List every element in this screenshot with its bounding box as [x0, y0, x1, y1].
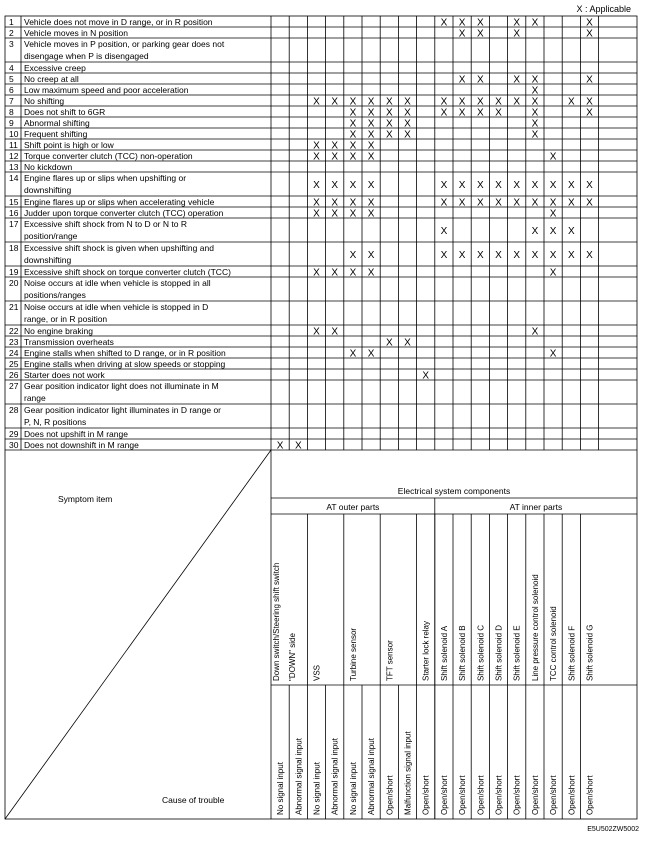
symptom-text: Gear position indicator light does not illuminate in M: [24, 381, 219, 391]
applicable-mark: X: [349, 250, 357, 261]
applicable-mark: X: [513, 250, 521, 261]
corner-diagonal: [5, 450, 271, 819]
applicable-mark: X: [531, 118, 539, 130]
applicable-mark: X: [458, 250, 466, 261]
applicable-mark: X: [531, 107, 539, 119]
symptom-text: Does not shift to 6GR: [24, 107, 106, 117]
symptom-text: downshifting: [24, 185, 72, 195]
applicable-mark: X: [531, 197, 539, 209]
applicable-mark: X: [495, 180, 502, 191]
applicable-mark: X: [385, 96, 393, 108]
applicable-mark: X: [531, 250, 539, 261]
applicable-mark: X: [440, 96, 448, 108]
cause-label-10: Open/short: [458, 775, 468, 815]
applicable-mark: X: [331, 208, 339, 220]
applicable-mark: X: [440, 107, 448, 119]
component-label-0: Down switch/Steering shift switch: [272, 562, 281, 681]
applicable-mark: X: [549, 226, 557, 237]
applicable-mark: X: [476, 180, 484, 191]
applicable-mark: X: [513, 74, 521, 86]
applicable-mark: X: [476, 107, 484, 119]
symptom-text: No kickdown: [24, 162, 73, 172]
component-label-2: Turbine sensor: [348, 627, 358, 681]
component-label-8: Shift solenoid D: [494, 624, 504, 681]
applicable-mark: X: [531, 74, 539, 86]
applicable-mark: X: [349, 151, 357, 163]
document-code: E5U502ZW5002: [587, 826, 639, 833]
applicable-mark: X: [495, 96, 502, 108]
applicable-mark: X: [495, 107, 502, 119]
row-number: 21: [9, 302, 19, 312]
cause-label-9: Open/short: [439, 775, 449, 815]
applicable-mark: X: [367, 267, 375, 279]
cause-label-4: No signal input: [348, 762, 358, 815]
applicable-mark: X: [349, 118, 357, 130]
symptom-text: Transmission overheats: [24, 337, 114, 347]
cause-label-14: Open/short: [530, 775, 540, 815]
applicable-mark: X: [367, 140, 375, 152]
applicable-mark: X: [549, 208, 557, 220]
applicable-mark: X: [458, 107, 466, 119]
table-frame: [5, 16, 637, 819]
symptom-text: positions/ranges: [24, 290, 86, 300]
row-number: 13: [9, 162, 19, 172]
applicable-mark: X: [476, 250, 484, 261]
applicable-mark: X: [458, 180, 466, 191]
applicable-mark: X: [567, 250, 575, 261]
applicable-mark: X: [331, 151, 339, 163]
row-number: 27: [9, 381, 19, 391]
applicable-mark: X: [586, 197, 593, 209]
symptom-text: range, or in R position: [24, 314, 108, 324]
row-number: 11: [9, 140, 18, 150]
applicable-mark: X: [404, 129, 411, 141]
row-number: 25: [9, 359, 19, 369]
applicable-mark: X: [294, 440, 302, 452]
cause-label-2: No signal input: [312, 762, 322, 815]
cause-label-11: Open/short: [476, 775, 486, 815]
applicable-mark: X: [349, 140, 357, 152]
applicable-mark: X: [313, 208, 320, 220]
applicable-mark: X: [476, 96, 484, 108]
symptom-text: Vehicle moves in P position, or parking gear does not: [24, 39, 225, 49]
applicable-mark: X: [331, 326, 339, 338]
symptom-text: position/range: [24, 231, 78, 241]
applicable-mark: X: [458, 197, 466, 209]
row-number: 30: [9, 440, 19, 450]
component-label-0-cont: "DOWN" side: [288, 633, 297, 681]
applicable-mark: X: [367, 348, 375, 360]
applicable-mark: X: [495, 250, 502, 261]
row-number: 29: [9, 429, 19, 439]
cause-label-8: Open/short: [421, 775, 431, 815]
applicable-mark: X: [349, 197, 357, 209]
component-label-11: TCC control solenoid: [549, 606, 559, 681]
symptom-text: Noise occurs at idle when vehicle is stopped in all: [24, 278, 211, 288]
row-number: 8: [9, 107, 14, 117]
symptom-text: Excessive creep: [24, 63, 86, 73]
applicable-mark: X: [440, 250, 448, 261]
row-number: 17: [9, 219, 19, 229]
cause-label-16: Open/short: [567, 775, 577, 815]
applicable-mark: X: [458, 96, 466, 108]
symptom-text: disengage when P is disengaged: [24, 51, 149, 61]
row-number: 10: [9, 129, 19, 139]
row-number: 22: [9, 326, 19, 336]
applicable-mark: X: [367, 96, 375, 108]
symptom-text: Engine stalls when shifted to D range, or in R position: [24, 348, 226, 358]
applicable-mark: X: [331, 267, 339, 279]
applicable-mark: X: [531, 129, 539, 141]
applicable-mark: X: [385, 118, 393, 130]
symptom-text: Low maximum speed and poor acceleration: [24, 85, 189, 95]
cause-label-0: No signal input: [276, 762, 286, 815]
row-number: 26: [9, 370, 19, 380]
applicable-mark: X: [513, 197, 521, 209]
applicable-mark: X: [513, 28, 521, 40]
applicable-mark: X: [440, 197, 448, 209]
applicable-mark: X: [513, 180, 521, 191]
applicable-mark: X: [440, 226, 448, 237]
component-label-10: Line pressure control solenoid: [530, 574, 540, 681]
component-label-13: Shift solenoid G: [585, 624, 595, 681]
applicable-mark: X: [458, 17, 466, 29]
cause-label-5: Abnormal signal input: [367, 738, 377, 815]
applicable-mark: X: [331, 140, 339, 152]
applicable-mark: X: [458, 74, 466, 86]
symptom-text: Abnormal shifting: [24, 118, 90, 128]
applicable-mark: X: [549, 348, 557, 360]
cause-label-7: Malfunction signal input: [403, 731, 413, 815]
applicable-mark: X: [367, 129, 375, 141]
applicable-mark: X: [531, 96, 539, 108]
applicable-mark: X: [404, 118, 411, 130]
applicable-mark: X: [476, 28, 484, 40]
cause-of-trouble-label: Cause of trouble: [162, 795, 225, 805]
symptom-text: P, N, R positions: [24, 417, 87, 427]
cause-label-6: Open/short: [385, 775, 395, 815]
at-outer-parts-header: AT outer parts: [326, 502, 380, 512]
applicable-mark: X: [404, 337, 411, 349]
applicable-mark: X: [531, 326, 539, 338]
row-number: 12: [9, 151, 19, 161]
applicable-mark: X: [422, 370, 430, 382]
symptom-text: Engine stalls when driving at slow speeds or stopping: [24, 359, 226, 369]
applicable-mark: X: [385, 129, 393, 141]
applicable-mark: X: [349, 180, 357, 191]
applicable-mark: X: [349, 107, 357, 119]
applicable-mark: X: [404, 107, 411, 119]
applicable-mark: X: [349, 208, 357, 220]
row-number: 20: [9, 278, 19, 288]
applicable-legend: X : Applicable: [576, 4, 631, 14]
row-number: 23: [9, 337, 19, 347]
row-number: 24: [9, 348, 19, 358]
applicable-mark: X: [586, 180, 593, 191]
cause-label-12: Open/short: [494, 775, 504, 815]
applicable-mark: X: [367, 197, 375, 209]
symptom-text: No shifting: [24, 96, 65, 106]
symptom-text: Gear position indicator light illuminates in D range or: [24, 405, 222, 415]
applicable-mark: X: [367, 250, 375, 261]
row-number: 1: [9, 17, 14, 27]
applicable-mark: X: [567, 180, 575, 191]
row-number: 15: [9, 197, 19, 207]
applicable-mark: X: [367, 118, 375, 130]
applicable-mark: X: [549, 197, 557, 209]
symptom-text: Engine flares up or slips when accelerating vehicle: [24, 197, 215, 207]
component-label-5: Shift solenoid A: [439, 625, 449, 681]
row-number: 19: [9, 267, 19, 277]
symptom-text: Shift point is high or low: [24, 140, 114, 150]
symptom-text: Does not downshift in M range: [24, 440, 139, 450]
cause-label-13: Open/short: [512, 775, 522, 815]
applicable-mark: X: [586, 107, 593, 119]
cause-label-15: Open/short: [549, 775, 559, 815]
component-label-1: VSS: [312, 664, 322, 681]
applicable-mark: X: [404, 96, 411, 108]
applicable-mark: X: [313, 96, 320, 108]
symptom-item-label: Symptom item: [58, 494, 113, 504]
applicable-mark: X: [586, 17, 593, 29]
applicable-mark: X: [476, 17, 484, 29]
applicable-mark: X: [513, 17, 521, 29]
applicable-mark: X: [586, 96, 593, 108]
row-number: 16: [9, 208, 19, 218]
applicable-mark: X: [549, 250, 557, 261]
applicable-mark: X: [313, 267, 320, 279]
row-number: 3: [9, 39, 14, 49]
symptom-text: No engine braking: [24, 326, 93, 336]
applicable-mark: X: [567, 197, 575, 209]
applicable-mark: X: [349, 96, 357, 108]
applicable-mark: X: [476, 74, 484, 86]
row-number: 28: [9, 405, 19, 415]
applicable-mark: X: [313, 151, 320, 163]
applicable-mark: X: [531, 85, 539, 97]
applicable-mark: X: [313, 140, 320, 152]
symptom-text: Excessive shift shock on torque converter clutch (TCC): [24, 267, 231, 277]
row-number: 5: [9, 74, 14, 84]
component-label-9: Shift solenoid E: [512, 625, 522, 681]
applicable-mark: X: [586, 74, 593, 86]
symptom-text: Excessive shift shock is given when upshifting and: [24, 243, 214, 253]
applicable-mark: X: [331, 180, 339, 191]
symptom-text: downshifting: [24, 255, 72, 265]
applicable-mark: X: [276, 440, 284, 452]
applicable-mark: X: [385, 107, 393, 119]
symptom-text: Frequent shifting: [24, 129, 88, 139]
cause-label-1: Abnormal signal input: [294, 738, 304, 815]
applicable-mark: X: [440, 180, 448, 191]
applicable-mark: X: [367, 151, 375, 163]
cause-label-3: Abnormal signal input: [330, 738, 340, 815]
electrical-components-header: Electrical system components: [397, 486, 511, 496]
applicable-mark: X: [567, 226, 575, 237]
symptom-text: range: [24, 393, 46, 403]
applicable-mark: X: [331, 96, 339, 108]
row-number: 18: [9, 243, 19, 253]
applicable-mark: X: [531, 17, 539, 29]
component-label-7: Shift solenoid C: [476, 624, 486, 681]
applicable-mark: X: [440, 17, 448, 29]
applicable-mark: X: [313, 180, 320, 191]
applicable-mark: X: [349, 267, 357, 279]
applicable-mark: X: [349, 348, 357, 360]
symptom-text: Judder upon torque converter clutch (TCC) operation: [24, 208, 224, 218]
applicable-mark: X: [385, 337, 393, 349]
applicable-mark: X: [549, 180, 557, 191]
row-number: 14: [9, 173, 19, 183]
applicable-mark: X: [367, 107, 375, 119]
symptom-text: No creep at all: [24, 74, 79, 84]
applicable-mark: X: [513, 96, 521, 108]
symptom-text: Vehicle does not move in D range, or in R position: [24, 17, 213, 27]
applicable-mark: X: [313, 197, 320, 209]
applicable-mark: X: [549, 151, 557, 163]
symptom-text: Excessive shift shock from N to D or N to R: [24, 219, 187, 229]
symptom-text: Torque converter clutch (TCC) non-operation: [24, 151, 193, 161]
symptom-text: Engine flares up or slips when upshifting or: [24, 173, 187, 183]
applicable-mark: X: [549, 267, 557, 279]
row-number: 4: [9, 63, 14, 73]
symptom-text: Noise occurs at idle when vehicle is stopped in D: [24, 302, 209, 312]
symptom-text: Starter does not work: [24, 370, 105, 380]
applicable-mark: X: [367, 180, 375, 191]
applicable-mark: X: [313, 326, 320, 338]
row-number: 9: [9, 118, 14, 128]
row-number: 2: [9, 28, 14, 38]
applicable-mark: X: [586, 250, 593, 261]
applicable-mark: X: [586, 28, 593, 40]
row-number: 7: [9, 96, 14, 106]
component-label-4: Starter lock relay: [421, 620, 431, 681]
applicable-mark: X: [495, 197, 502, 209]
component-label-12: Shift solenoid F: [567, 625, 577, 681]
applicable-mark: X: [367, 208, 375, 220]
symptom-text: Vehicle moves in N position: [24, 28, 128, 38]
applicable-mark: X: [531, 180, 539, 191]
applicable-mark: X: [458, 28, 466, 40]
row-number: 6: [9, 85, 14, 95]
component-label-3: TFT sensor: [385, 640, 395, 681]
at-inner-parts-header: AT inner parts: [509, 502, 563, 512]
component-label-6: Shift solenoid B: [458, 625, 468, 681]
applicable-mark: X: [349, 129, 357, 141]
applicable-mark: X: [567, 96, 575, 108]
applicable-mark: X: [531, 226, 539, 237]
symptom-text: Does not upshift in M range: [24, 429, 128, 439]
applicable-mark: X: [476, 197, 484, 209]
cause-label-17: Open/short: [585, 775, 595, 815]
applicable-mark: X: [331, 197, 339, 209]
